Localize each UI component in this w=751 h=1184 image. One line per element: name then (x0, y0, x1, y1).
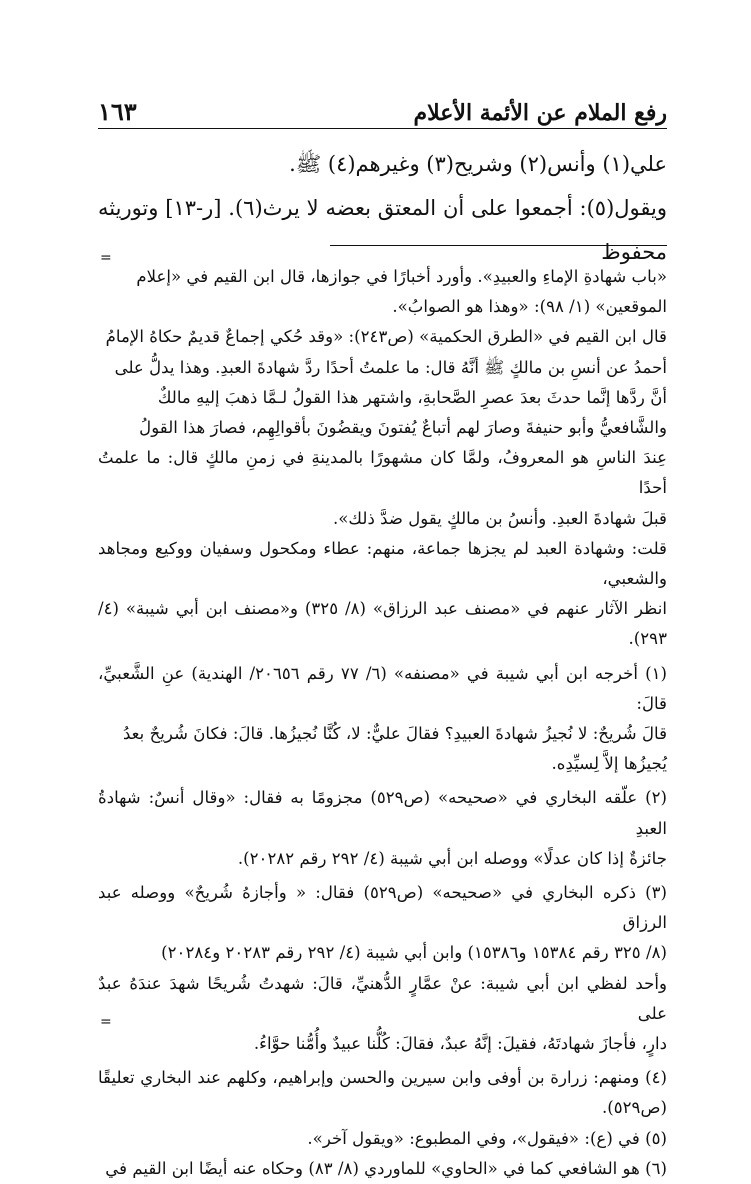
continuation-mark-bottom: = (100, 1014, 112, 1030)
footnote-line: وأحد لفظي ابن أبي شيبة: عنْ عمَّارٍ الدُّهنيِّ، قالَ: شهدتُ شُريحًا شهدَ عندَهُ عبدٌ على (98, 973, 667, 1023)
footnote-5: (٥) في (ع): «فيقول»، وفي المطبوع: «ويقول آخر». (307, 1128, 667, 1148)
footnote-line: دارٍ، فأجازَ شهادتَهُ، فقيلَ: إنَّهُ عبدٌ، فقالَ: كُلُّنا عبيدٌ وأُمُّنا حوَّاءُ. (253, 1034, 667, 1054)
footnote-4: (٤) ومنهم: زرارة بن أوفى وابن سيرين والحسن وإبراهيم، وكلهم عند البخاري تعليقًا (ص٥٢٩). (98, 1068, 667, 1118)
footnote-line: عِندَ الناسِ هو المعروفُ، ولمَّا كان مشهورًا بالمدينةِ في زمنِ مالكٍ قال: ما علمتُ أحدًا (98, 448, 667, 498)
header-rule (98, 128, 667, 129)
main-line: علي(١) وأنس(٢) وشريح(٣) وغيرهم(٤) ﷺ. (289, 152, 667, 176)
page-number: ١٦٣ (98, 97, 137, 126)
footnote-line: أنَّ ردَّها إنَّما حدثَ بعدَ عصرِ الصَّحابةِ، واشتهر هذا القولُ لـمَّا ذهبَ إليهِ مالكٌ (157, 387, 667, 407)
footnote-1: (١) أخرجه ابن أبي شيبة في «مصنفه» (٦/ ٧٧ رقم ٢٠٦٥٦/ الهندية) عنِ الشَّعبيِّ، قالَ: (98, 663, 667, 713)
footnote-line: جائزةٌ إذا كان عدلًا» ووصله ابن أبي شيبة (٤/ ٢٩٢ رقم ٢٠٢٨٢). (237, 848, 667, 868)
footnote-line: قبلَ شهادةَ العبدِ. وأنسُ بن مالكٍ يقول ضدَّ ذلك». (333, 508, 667, 528)
footnote-line: (٨/ ٣٢٥ رقم ١٥٣٨٤ و١٥٣٨٦) وابن أبي شيبة (٤/ ٢٩٢ رقم ٢٠٢٨٣ و٢٠٢٨٤) (161, 943, 667, 963)
footnote-line: الموقعين» (١/ ٩٨): «وهذا هو الصوابُ». (392, 297, 667, 317)
book-title: رفع الملام عن الأئمة الأعلام (413, 100, 667, 126)
main-text (98, 142, 667, 274)
footnote-separator (330, 245, 667, 246)
footnote-line: يُجيزُها إلاَّ لِسيِّدِه. (551, 754, 667, 774)
footnote-line: «باب شهادةِ الإماءِ والعبيدِ». وأورد أخبارًا في جوازها، قال ابن القيم في «إعلام (136, 267, 667, 286)
running-header (98, 92, 667, 126)
main-line: ويقول(٥): أجمعوا على أن المعتق بعضه لا يرث(٦). [ر-١٣] وتوريثه محفوظ (98, 196, 667, 264)
footnotes (98, 262, 667, 1184)
continuation-mark-top: = (100, 250, 112, 266)
footnote-3: (٣) ذكره البخاري في «صحيحه» (ص٥٢٩) فقال: « وأجازهُ شُريحٌ» ووصله عبد الرزاق (98, 883, 667, 933)
footnote-2: (٢) علّقه البخاري في «صحيحه» (ص٥٢٩) مجزومًا به فقال: «وقال أنسٌ: شهادةُ العبدِ (98, 788, 667, 838)
footnote-line: قالَ شُريحٌ: لا نُجيزُ شهادةَ العبيدِ؟ فقالَ عليٌّ: لا، كُنَّا نُجيزُها. قالَ: فكانَ شُريحٌ بعدُ (122, 724, 667, 744)
footnote-line: أحمدُ عن أنسِ بن مالكٍ ﷺ أنَّهُ قال: ما علمتُ أحدًا ردَّ شهادةَ العبدِ. وهذا يدلُّ على (114, 357, 667, 377)
footnote-line: قلت: وشهادة العبد لم يجزها جماعة، منهم: عطاء ومكحول وسفيان ووكيع ومجاهد والشعبي، (98, 538, 667, 589)
footnote-line: انظر الآثار عنهم في «مصنف عبد الرزاق» (٨/ ٣٢٥) و«مصنف ابن أبي شيبة» (٤/ ٢٩٣). (98, 599, 667, 649)
footnote-6: (٦) هو الشافعي كما في «الحاوي» للماوردي (٨/ ٨٣) وحكاه عنه أيضًا ابن القيم في (105, 1158, 667, 1178)
footnote-line: قال ابن القيم في «الطرق الحكمية» (ص٢٤٣): «وقد حُكي إجماعٌ قديمٌ حكاهُ الإمامُ (105, 327, 667, 347)
footnote-line: والشَّافعيُّ وأبو حنيفةَ وصارَ لهم أتباعٌ يُفتونَ ويقضُونَ بأقوالِهِم، فصارَ هذا القولُ (139, 418, 667, 438)
